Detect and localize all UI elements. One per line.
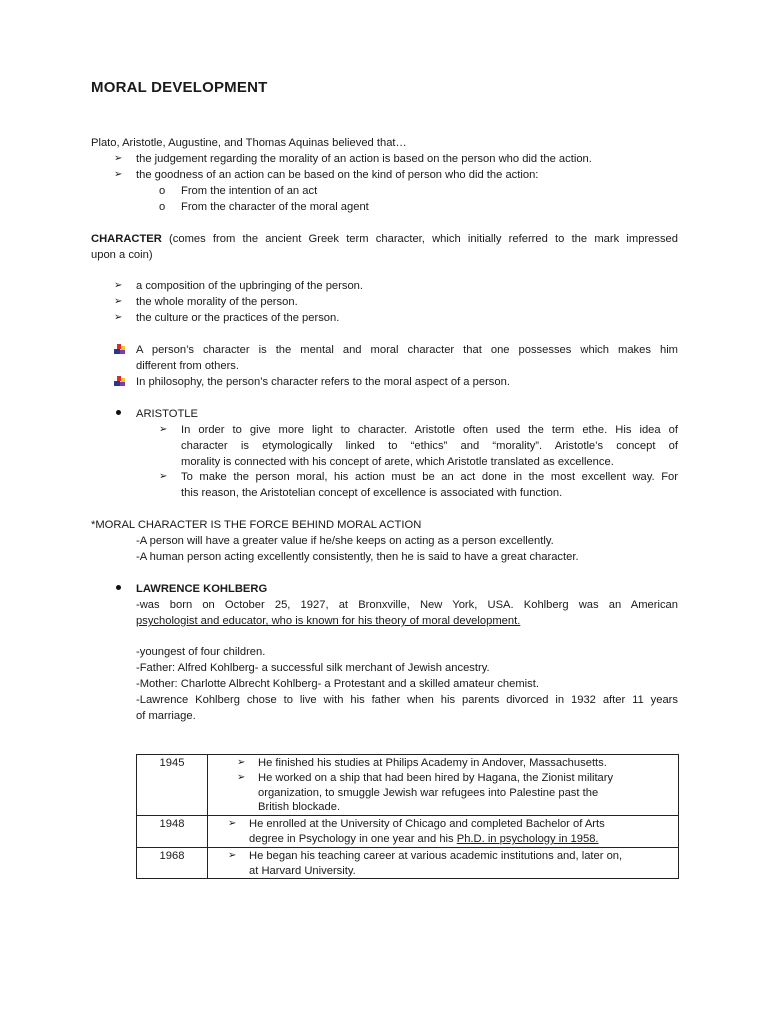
aristotle-point-line: character is etymologically linked to “ethics” and “morality”. Aristotle’s concept of — [181, 440, 678, 452]
character-note: A person’s character is the mental and moral character that one possesses which makes him — [136, 344, 678, 356]
kohlberg-fact: -Mother: Charlotte Albrecht Kohlberg- a Protestant and a skilled amateur chemist. — [136, 678, 539, 690]
round-bullet-icon — [116, 410, 121, 415]
colorful-bullet-icon — [114, 344, 125, 355]
intro-subpoint: From the intention of an act — [181, 185, 318, 197]
timeline-events — [208, 847, 679, 879]
character-point: the culture or the practices of the person. — [136, 312, 340, 324]
timeline-event: ➢ He enrolled at the University of Chicago and completed Bachelor of Arts degree in Psychology in one year and his Ph.D. in psychology in 1958. — [228, 818, 605, 845]
character-point: a composition of the upbringing of the person. — [136, 280, 364, 292]
arrow-bullet-icon: ➢ — [114, 312, 123, 323]
table-row — [137, 816, 679, 848]
kohlberg-fact: -Lawrence Kohlberg chose to live with his father when his parents divorced in 1932 after 11 years — [136, 694, 678, 706]
colorful-bullet-icon — [114, 376, 125, 387]
arrow-bullet-icon: ➢ — [114, 280, 123, 291]
circle-bullet-icon: o — [159, 201, 166, 213]
table-row — [137, 755, 679, 816]
intro-lead: Plato, Aristotle, Augustine, and Thomas Aquinas believed that… — [91, 137, 407, 149]
aristotle-heading: ARISTOTLE — [136, 408, 198, 420]
aristotle-point-line: morality is connected with his concept of arete, which Aristotle translated as excellence. — [181, 456, 614, 468]
kohlberg-fact: of marriage. — [136, 710, 196, 722]
timeline-event: ➢ He began his teaching career at various academic institutions and, later on, at Harvard University. — [228, 849, 623, 877]
aristotle-point-line: To make the person moral, his action must be an act done in the most excellent way. For — [181, 471, 678, 483]
arrow-bullet-icon: ➢ — [228, 849, 237, 861]
page-title: MORAL DEVELOPMENT — [91, 79, 268, 96]
intro-point: the judgement regarding the morality of an action is based on the person who did the action. — [136, 153, 592, 165]
aristotle-point-line: this reason, the Aristotelian concept of excellence is associated with function. — [181, 487, 563, 499]
arrow-bullet-icon: ➢ — [237, 757, 246, 768]
timeline-event: ➢ He worked on a ship that had been hired by Hagana, the Zionist military organization, to smuggle Jewish war refugees into Palestine past the British blockade. — [237, 771, 614, 814]
kohlberg-born-cont: psychologist and educator, who is known for his theory of moral development. — [136, 615, 521, 627]
arrow-bullet-icon: ➢ — [159, 471, 168, 482]
intro-point: the goodness of an action can be based on the kind of person who did the action: — [136, 169, 539, 181]
arrow-bullet-icon: ➢ — [237, 771, 246, 783]
circle-bullet-icon: o — [159, 185, 166, 197]
table-row — [137, 847, 679, 879]
character-note-cont: different from others. — [136, 360, 240, 372]
character-note: In philosophy, the person’s character refers to the moral aspect of a person. — [136, 376, 510, 388]
moral-character-line: -A human person acting excellently consistently, then he is said to have a great character. — [136, 551, 579, 563]
character-definition: CHARACTER (comes from the ancient Greek term character, which initially referred to the mark impressed — [91, 233, 678, 245]
moral-character-line: -A person will have a greater value if he/she keeps on acting as a person excellently. — [136, 535, 554, 547]
character-definition-cont: upon a coin) — [91, 249, 153, 261]
character-point: the whole morality of the person. — [136, 296, 298, 308]
kohlberg-fact: -Father: Alfred Kohlberg- a successful silk merchant of Jewish ancestry. — [136, 662, 490, 674]
arrow-bullet-icon: ➢ — [114, 296, 123, 307]
round-bullet-icon — [116, 585, 121, 590]
kohlberg-fact: -youngest of four children. — [136, 646, 266, 658]
intro-subpoint: From the character of the moral agent — [181, 201, 369, 213]
aristotle-point-line: In order to give more light to character. Aristotle often used the term ethe. His idea of — [181, 424, 678, 436]
arrow-bullet-icon: ➢ — [114, 153, 123, 164]
timeline-year: 1968 — [137, 847, 208, 879]
character-term: CHARACTER — [91, 233, 162, 245]
arrow-bullet-icon: ➢ — [228, 818, 237, 830]
timeline-events — [208, 755, 679, 816]
timeline-year: 1945 — [137, 755, 208, 816]
kohlberg-born: -was born on October 25, 1927, at Bronxville, New York, USA. Kohlberg was an American — [136, 599, 678, 611]
kohlberg-heading: LAWRENCE KOHLBERG — [136, 583, 268, 595]
timeline-event: ➢ He finished his studies at Philips Academy in Andover, Massachusetts. — [237, 757, 607, 769]
kohlberg-timeline-table — [136, 754, 679, 879]
timeline-year: 1948 — [137, 816, 208, 848]
arrow-bullet-icon: ➢ — [159, 424, 168, 435]
arrow-bullet-icon: ➢ — [114, 169, 123, 180]
moral-character-heading: *MORAL CHARACTER IS THE FORCE BEHIND MORAL ACTION — [91, 519, 422, 531]
timeline-events — [208, 816, 679, 848]
